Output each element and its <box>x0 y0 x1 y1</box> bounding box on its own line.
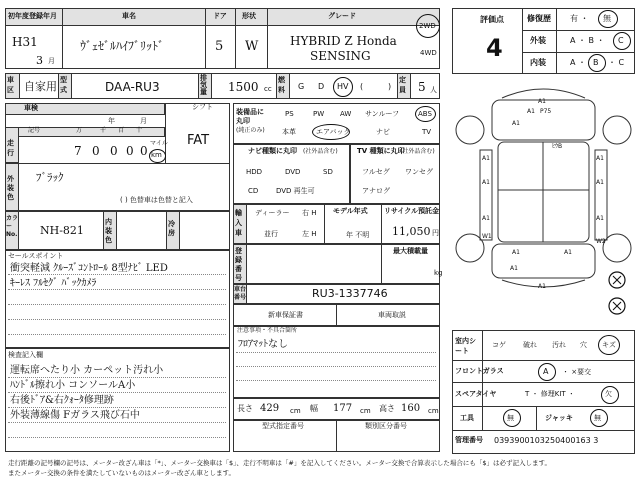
width-unit: cm <box>360 407 371 415</box>
navi-sub: (社外品含む) <box>303 148 338 155</box>
aircon-label: 冷房 <box>168 220 175 237</box>
notes-text: ﾌﾛｱﾏｯﾄなし <box>238 339 288 350</box>
inspection-label: 車検 <box>24 104 38 112</box>
tv-oneseg: ワンセグ <box>405 168 433 176</box>
diagram-label-7: A1 <box>596 155 604 162</box>
mileage-digit-3: 0 <box>110 144 118 158</box>
color-no-label: カラーNo. <box>6 215 19 238</box>
diagram-right-side <box>595 150 607 240</box>
diagram-label-13: W2 <box>596 238 606 245</box>
notes-box <box>233 326 440 398</box>
interior-b: B <box>593 58 599 67</box>
interior-label: 内装 <box>530 58 546 67</box>
notes-label: 注意事項・不具合箇所 <box>237 327 298 334</box>
import-dealer: ディーラー <box>255 209 290 217</box>
length-value: 429 <box>260 403 280 414</box>
equipment-label: 装備品に丸印 <box>236 108 264 125</box>
height-label: 高さ <box>379 404 395 413</box>
fuel-label: 燃料 <box>278 76 285 94</box>
diagram-label-15: A1 <box>512 249 520 256</box>
chassis-number: RU3-1337746 <box>312 287 388 300</box>
color-no-value: NH-821 <box>40 224 84 237</box>
diagram-label-14: A1 <box>510 265 518 272</box>
exterior-label: 外装 <box>530 36 546 45</box>
width-label: 幅 <box>310 404 318 413</box>
mileage-digit-1: 7 <box>74 144 82 158</box>
inspector-line4: 外装薄線傷 Fガラス飛び石中 <box>10 410 140 421</box>
mileage-label: 走行 <box>7 139 14 157</box>
seat-burn: コゲ <box>492 341 506 349</box>
diagram-label-3: P75 <box>540 108 552 115</box>
use-type: 自家用 <box>24 80 57 93</box>
grade-line2: SENSING <box>310 49 371 63</box>
repair-label: 修復歴 <box>527 14 551 23</box>
inspection-year: 年 <box>108 117 115 125</box>
displacement-label: 排気量 <box>200 74 207 96</box>
front-glass-label: フロントガラス <box>455 367 504 375</box>
inspector-line2: ﾊﾝﾄﾞﾙ擦れ小 コンソールA小 <box>10 380 136 391</box>
repair-options: 有 ・ <box>570 14 589 23</box>
reg-date-label: 初年度登録年月 <box>8 12 57 20</box>
spare-tire-label: スペアタイヤ <box>455 390 497 398</box>
seat-label: 室内シート <box>455 337 476 355</box>
diagram-label-17: A1 <box>538 283 546 290</box>
inspector-label: 検査記入欄 <box>8 351 43 359</box>
mileage-digit-5: 0 <box>140 144 148 158</box>
equip-ps: PS <box>285 110 294 118</box>
fuel-paren-close: ) <box>388 82 392 91</box>
interior-color-label: 内装色 <box>105 218 112 244</box>
fuel-g: G <box>298 82 305 91</box>
diagram-label-9: A1 <box>596 179 604 186</box>
diagram-label-1: A1 <box>538 98 546 105</box>
color-label: 外装色 <box>7 175 14 201</box>
diagram-front-bumper <box>502 89 585 98</box>
car-name-label: 車名 <box>122 12 136 20</box>
height-unit: cm <box>428 407 439 415</box>
mgmt-label: 管理番号 <box>455 436 483 444</box>
equip-abs: ABS <box>418 110 432 118</box>
seat-hole: 穴 <box>580 341 587 349</box>
unit-juu: 十 <box>136 127 143 134</box>
diagram-hood <box>492 100 595 140</box>
equip-tv: TV <box>422 128 432 136</box>
import-right: 右 H <box>302 209 317 217</box>
diagram-wheel-fl <box>456 116 484 144</box>
diagram-label-6: A1 <box>482 155 490 162</box>
jack-label: ジャッキ <box>545 414 573 422</box>
seat-dirt: 汚れ <box>552 341 566 349</box>
capacity-label: 定員 <box>399 76 406 94</box>
exterior-options: A ・ B ・ <box>570 36 605 45</box>
fuel-paren: ( <box>360 82 364 91</box>
interior-c: ・ C <box>608 58 625 67</box>
unit-sen: 千 <box>100 127 107 134</box>
fuel-d: D <box>318 82 325 91</box>
diagram-label-16: A1 <box>564 249 572 256</box>
length-label: 長さ <box>237 404 253 413</box>
color-no-row <box>5 211 230 250</box>
kubun-label: 車区 <box>7 76 14 94</box>
sales-point-line1: 衝突軽減 ｸﾙｰｽﾞｺﾝﾄﾛｰﾙ 8型ﾅﾋﾞ LED <box>10 263 168 274</box>
tv-fullseg: フルセグ <box>362 168 390 176</box>
exterior-c: C <box>618 36 624 45</box>
diagram-wheel-fr <box>603 116 631 144</box>
model-code: DAA-RU3 <box>105 80 160 94</box>
spare-missing: 欠 <box>605 390 612 398</box>
diagram-label-8: A1 <box>482 179 490 186</box>
navi-dvd-play: DVD 再生可 <box>276 187 315 195</box>
import-label: 輸入車 <box>235 209 242 237</box>
reg-era: H31 <box>12 35 38 49</box>
notation-label: 記号 <box>28 127 41 134</box>
navi-sd: SD <box>323 168 333 176</box>
equip-pw: PW <box>313 110 325 118</box>
reg-month: 3 <box>36 54 43 67</box>
navi-hdd: HDD <box>246 168 263 176</box>
door-count: 5 <box>215 39 224 54</box>
import-left: 左 H <box>302 230 317 238</box>
import-parallel: 並行 <box>264 230 278 238</box>
shape-label: 形状 <box>242 12 256 20</box>
sales-points-label: セールスポイント <box>8 252 64 260</box>
footer-line2: またメーター交換の条件を満たしていないものはメーター改ざん車とします。 <box>8 469 235 477</box>
footer-line1: 走行距離の記号欄の記号は、メーター改ざん車は「*」、メーター交換車は「$」、走行不明車は「#」を記入してください。メーター交換で合算表示した場合にも「$」は必ず記入します。 <box>8 459 551 467</box>
unit-hyaku: 百 <box>118 127 125 134</box>
recycle-yen: 円 <box>432 229 439 237</box>
equip-navi: ナビ <box>376 128 390 136</box>
diagram-rear <box>492 244 595 278</box>
max-load-unit: kg <box>434 269 443 277</box>
recycle-value: 11,050 <box>392 225 431 238</box>
km-unit: km <box>151 151 162 159</box>
diagram-label-10: A1 <box>482 215 490 222</box>
diagram-label-11: A1 <box>596 215 604 222</box>
diagram-label-12: W1 <box>482 233 492 240</box>
owner-manual: 車両取説 <box>378 311 406 319</box>
length-unit: cm <box>290 407 301 415</box>
color-note: ( ) 色替車は色替と記入 <box>120 196 193 204</box>
equip-sunroof: サンルーフ <box>365 110 400 118</box>
equip-airbag: エアバック <box>316 128 351 136</box>
car-diagram <box>452 80 635 325</box>
car-name: ｳﾞｪｾﾞﾙﾊｲﾌﾞﾘｯﾄﾞ <box>80 39 165 53</box>
color-value: ﾌﾞﾗｯｸ <box>36 171 64 184</box>
glass-a: A <box>543 367 549 376</box>
capacity: 5 <box>418 80 426 94</box>
spare-options: T ・ 修理KIT ・ <box>525 390 575 398</box>
displacement: 1500 <box>228 80 259 94</box>
drive-2wd: 2WD <box>419 22 436 30</box>
equip-aw: AW <box>340 110 352 118</box>
grade-line1: HYBRID Z Honda <box>290 34 397 48</box>
tool-none: 無 <box>507 414 514 422</box>
type-number-label: 型式指定番号 <box>262 422 304 430</box>
tool-label: 工具 <box>460 414 474 422</box>
door-label: ドア <box>213 12 227 20</box>
inspection-month: 月 <box>140 117 147 125</box>
new-car-warranty: 新車保証書 <box>268 311 303 319</box>
sales-point-line2: ｷｰﾚｽ ﾌﾙｾｸﾞ ﾊﾞｯｸｶﾒﾗ <box>10 278 97 289</box>
navi-label: ナビ種類に丸印 <box>248 147 297 155</box>
max-load-label: 最大積載量 <box>393 247 428 255</box>
fuel-hv: HV <box>337 82 349 91</box>
repair-none: 無 <box>603 14 611 23</box>
tv-sub: (社外品含む) <box>400 148 435 155</box>
score-value: 4 <box>486 34 503 62</box>
equipment-sub: (純正のみ) <box>236 127 265 134</box>
body-shape: W <box>245 39 259 54</box>
height-value: 160 <box>401 403 421 414</box>
navi-cd: CD <box>248 187 259 195</box>
capacity-unit: 人 <box>430 86 437 94</box>
glass-replace: ・ ×要交 <box>562 368 592 376</box>
mileage-digit-2: 0 <box>92 144 100 158</box>
seat-tear: 破れ <box>523 341 537 349</box>
shift-label: シフト <box>192 103 213 111</box>
drive-4wd: 4WD <box>420 49 437 57</box>
cc-unit: cc <box>264 85 272 93</box>
tv-label: TV 種類に丸印 <box>357 147 405 155</box>
reg-month-unit: 月 <box>48 57 55 65</box>
inspector-line1: 運転席へたり小 カーペット汚れ小 <box>10 365 164 376</box>
model-label: 型式 <box>60 76 67 94</box>
unit-man: 万 <box>76 127 83 134</box>
jack-none: 無 <box>594 414 601 422</box>
diagram-label-4: A1 <box>512 120 520 127</box>
grade-label: グレード <box>328 12 356 20</box>
navi-dvd: DVD <box>285 168 301 176</box>
width-value: 177 <box>333 403 353 414</box>
tv-analog: アナログ <box>362 187 390 195</box>
model-year-label: モデル年式 <box>333 207 368 215</box>
interior-options: A ・ <box>570 58 587 67</box>
mile-unit: マイル <box>150 140 168 147</box>
diagram-left-side <box>480 150 492 240</box>
seat-scratch: キズ <box>602 341 616 349</box>
recycle-label: リサイクル預託金 <box>384 207 440 215</box>
mgmt-number: 0393900103250400163 3 <box>494 436 599 445</box>
inspector-line3: 右後ﾄﾞｱ&右ｸｫｰﾀ修理跡 <box>10 395 114 406</box>
chassis-label: 車台番号 <box>234 286 247 301</box>
diagram-label-2: A1 <box>527 108 535 115</box>
score-label: 評価点 <box>480 15 504 24</box>
diagram-label-5: ﾋｳB <box>552 143 563 150</box>
class-number-label: 類別区分番号 <box>365 422 407 430</box>
shift-value: FAT <box>187 133 210 148</box>
mileage-digit-4: 0 <box>126 144 134 158</box>
reg-number-label: 登録番号 <box>235 247 242 282</box>
model-year: 年 不明 <box>346 231 370 239</box>
equip-leather: 本革 <box>282 128 296 136</box>
